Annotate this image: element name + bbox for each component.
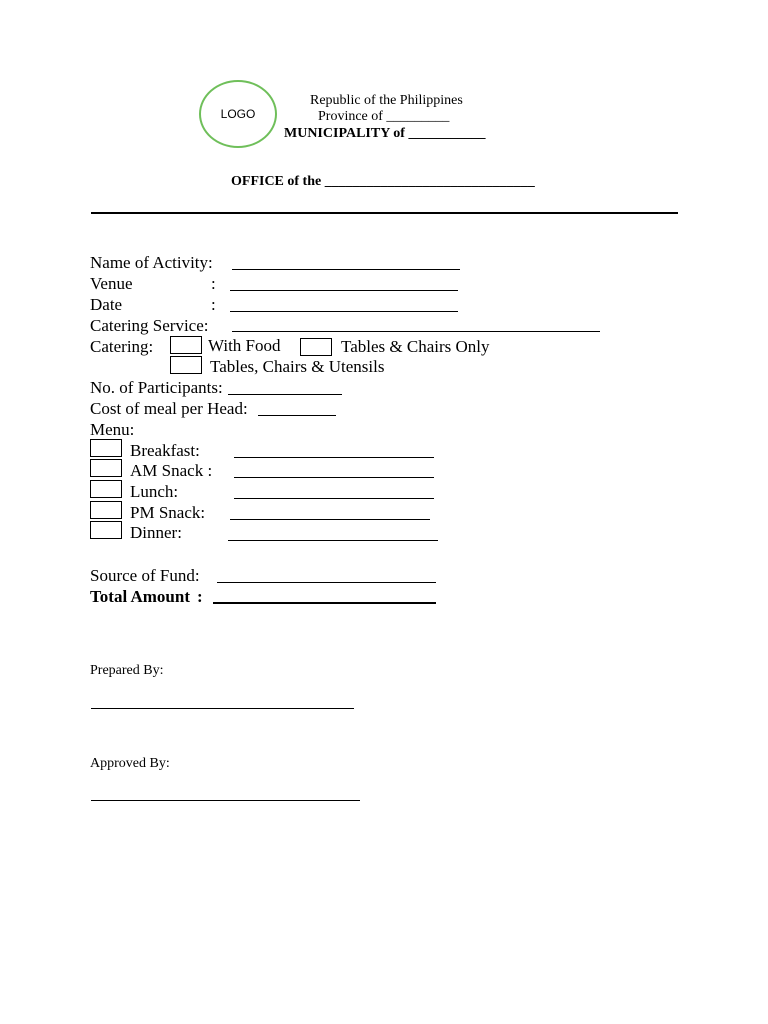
dinner-label: Dinner: — [130, 523, 182, 542]
name-of-activity-label: Name of Activity: — [90, 253, 213, 272]
venue-label: Venue — [90, 274, 133, 293]
logo-label: LOGO — [220, 107, 256, 121]
participants-field[interactable] — [228, 394, 342, 395]
prepared-by-label: Prepared By: — [90, 663, 164, 678]
catering-label: Catering: — [90, 337, 154, 356]
total-amount-label: Total Amount — [90, 587, 190, 606]
source-of-fund-label: Source of Fund: — [90, 566, 200, 585]
header-divider — [91, 212, 678, 214]
date-colon: : — [211, 295, 216, 314]
menu-label: Menu: — [90, 420, 135, 439]
approved-by-signature-line[interactable] — [91, 800, 360, 801]
logo-placeholder — [199, 80, 277, 148]
cost-per-head-field[interactable] — [258, 415, 336, 416]
republic-text: Republic of the Philippines — [310, 93, 463, 108]
am-snack-field[interactable] — [234, 477, 434, 478]
lunch-label: Lunch: — [130, 482, 179, 501]
breakfast-label: Breakfast: — [130, 441, 200, 460]
venue-colon: : — [211, 274, 216, 293]
approved-by-label: Approved By: — [90, 756, 170, 771]
breakfast-checkbox[interactable] — [90, 439, 122, 457]
cost-per-head-label: Cost of meal per Head: — [90, 399, 248, 418]
am-snack-label: AM Snack : — [130, 461, 213, 480]
province-text: Province of _________ — [318, 109, 450, 124]
am-snack-checkbox[interactable] — [90, 459, 122, 477]
pm-snack-field[interactable] — [230, 519, 430, 520]
dinner-field[interactable] — [228, 540, 438, 541]
pm-snack-label: PM Snack: — [130, 503, 206, 522]
total-amount-field[interactable] — [213, 602, 436, 604]
catering-service-label: Catering Service: — [90, 316, 209, 335]
tables-chairs-only-label: Tables & Chairs Only — [341, 337, 490, 356]
date-label: Date — [90, 295, 123, 314]
lunch-checkbox[interactable] — [90, 480, 122, 498]
tables-chairs-utensils-label: Tables, Chairs & Utensils — [210, 357, 385, 376]
breakfast-field[interactable] — [234, 457, 434, 458]
participants-label: No. of Participants: — [90, 378, 223, 397]
tables-chairs-utensils-checkbox[interactable] — [170, 356, 202, 374]
catering-service-field[interactable] — [232, 331, 600, 332]
with-food-label: With Food — [208, 336, 281, 355]
tables-chairs-only-checkbox[interactable] — [300, 338, 332, 356]
total-amount-colon: : — [197, 587, 203, 606]
dinner-checkbox[interactable] — [90, 521, 122, 539]
source-of-fund-field[interactable] — [217, 582, 436, 583]
with-food-checkbox[interactable] — [170, 336, 202, 354]
lunch-field[interactable] — [234, 498, 434, 499]
date-field[interactable] — [230, 311, 458, 312]
venue-field[interactable] — [230, 290, 458, 291]
office-text: OFFICE of the ______________________________ — [231, 174, 535, 189]
pm-snack-checkbox[interactable] — [90, 501, 122, 519]
prepared-by-signature-line[interactable] — [91, 708, 354, 709]
name-of-activity-field[interactable] — [232, 269, 460, 270]
municipality-text: MUNICIPALITY of ___________ — [284, 126, 486, 141]
